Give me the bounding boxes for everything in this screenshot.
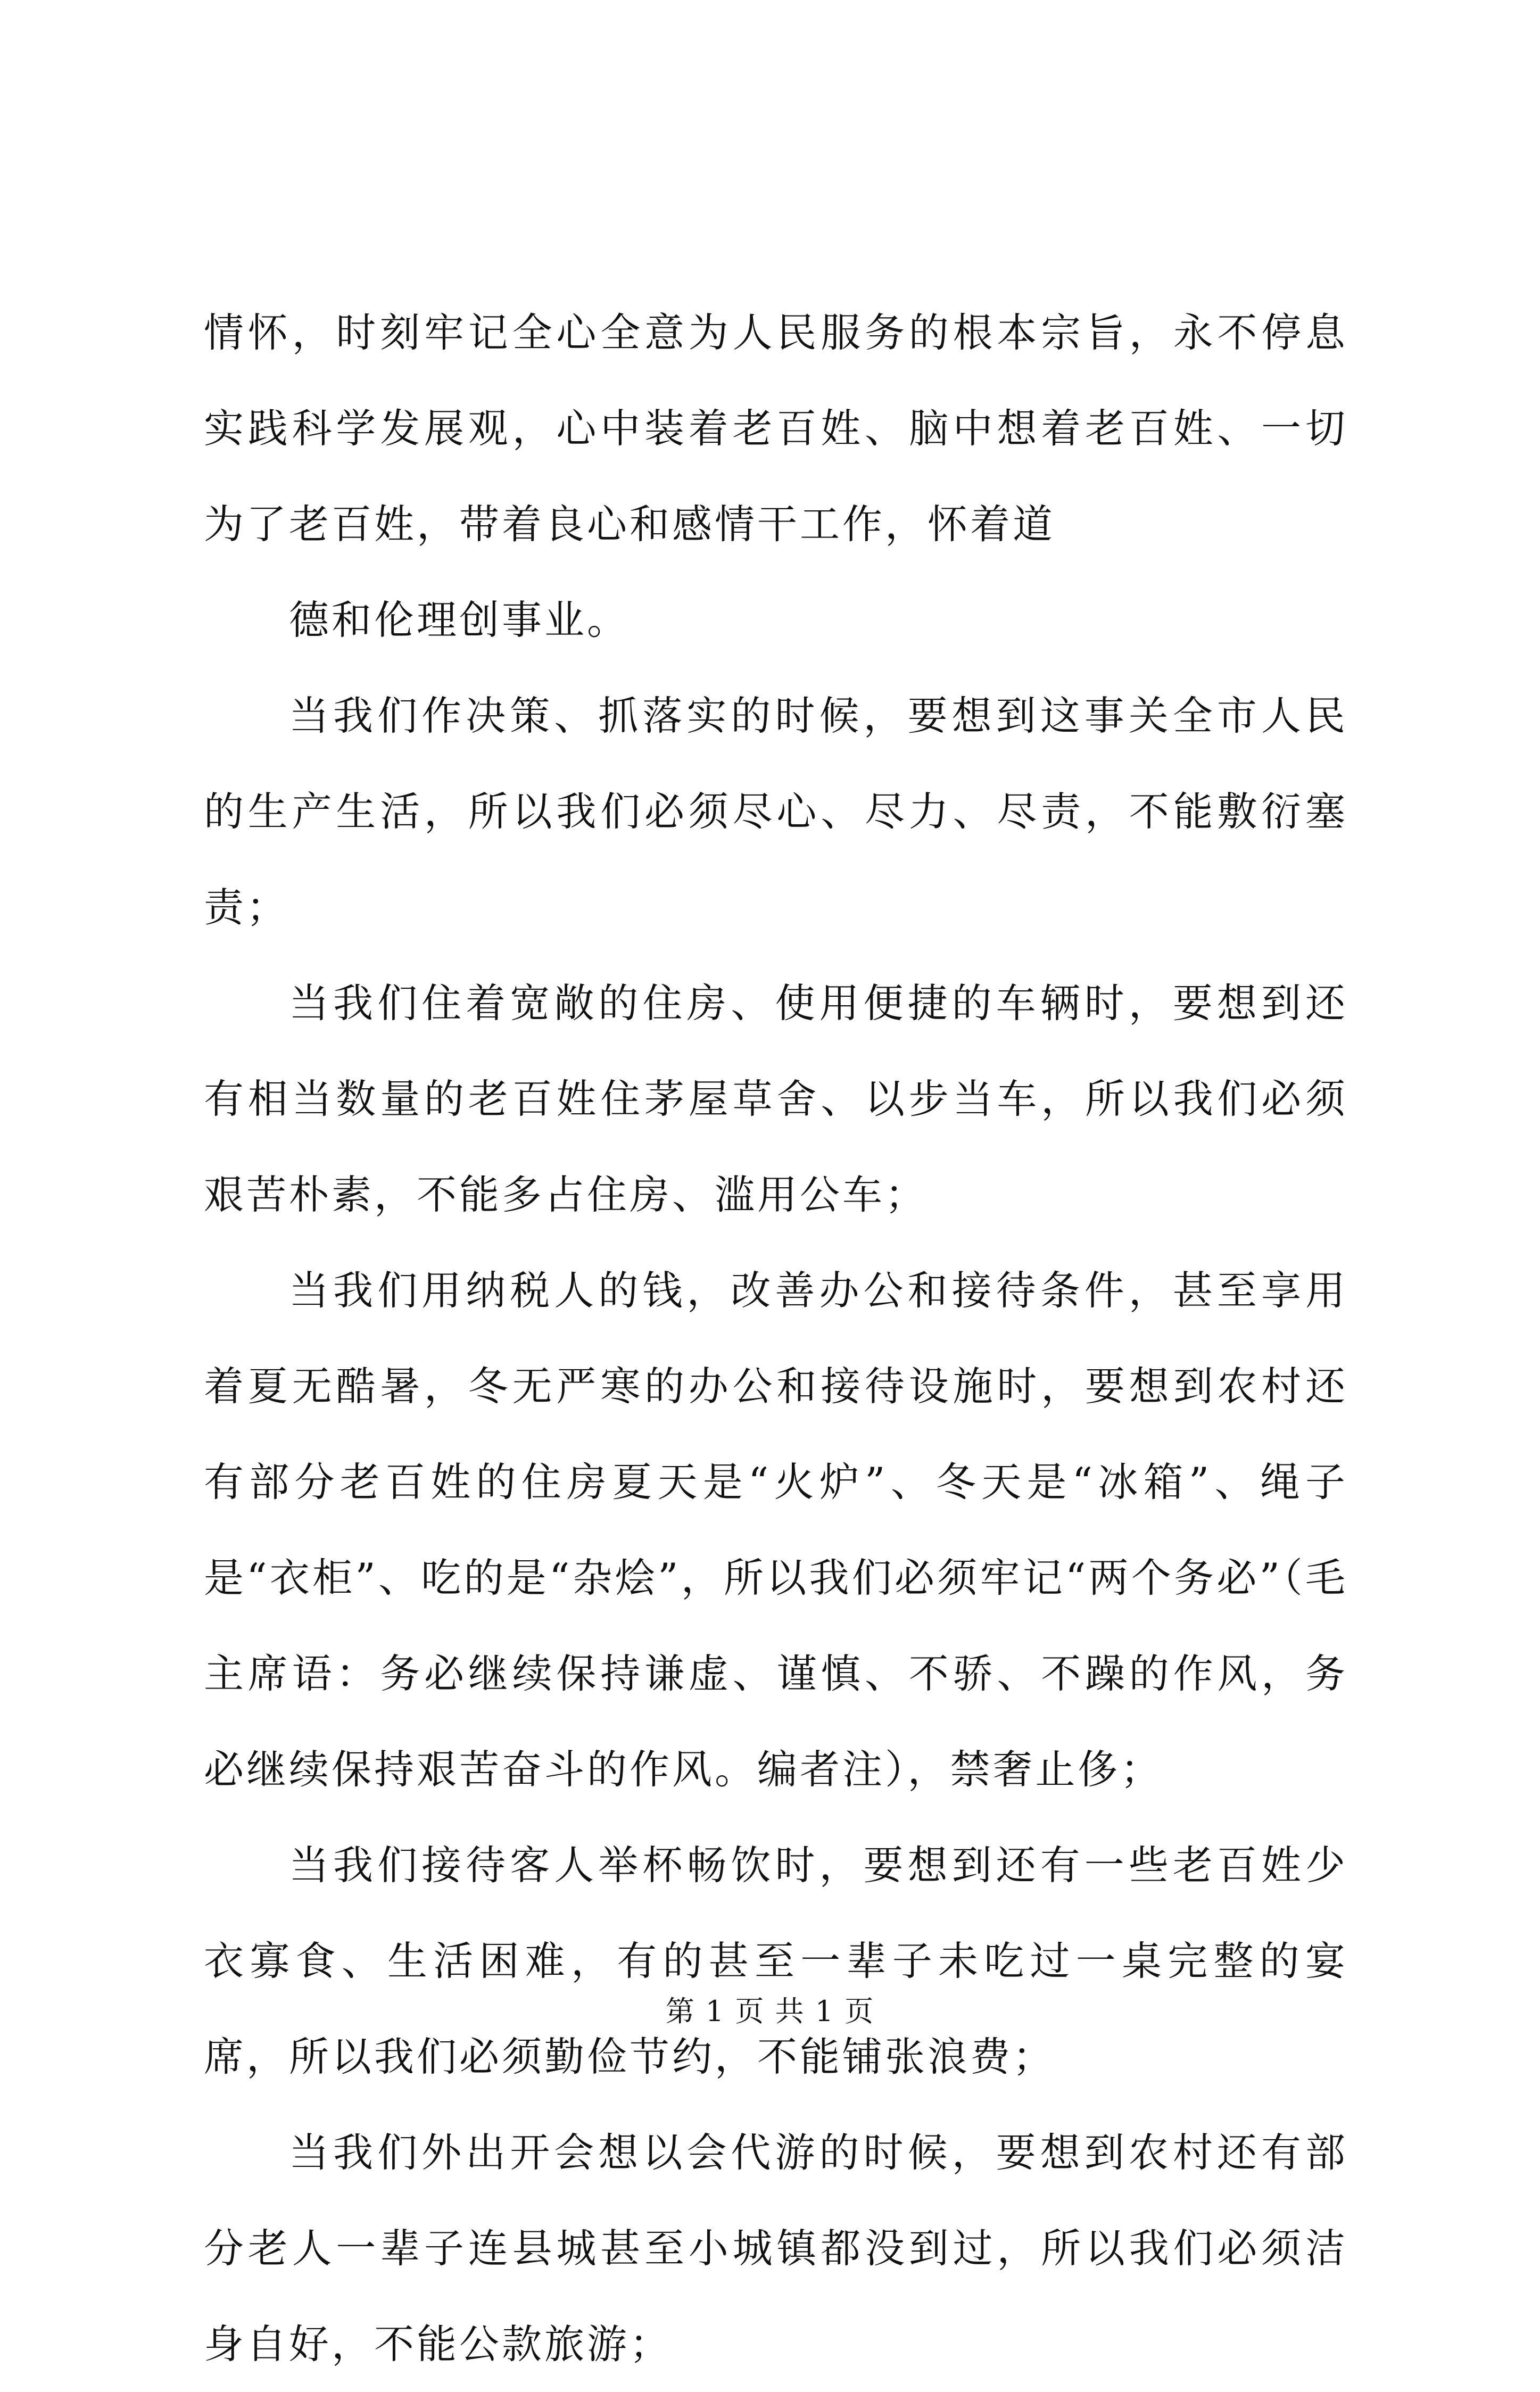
paragraph-3: 当我们作决策、抓落实的时候，要想到这事关全市人民的生产生活，所以我们必须尽心、尽力、尽责，不能敷衍塞责；: [204, 692, 1348, 931]
paragraph-7: 当我们外出开会想以会代游的时候，要想到农村还有部分老人一辈子连县城甚至小城镇都没到过，所以我们必须洁身自好，不能公款旅游；: [204, 2129, 1348, 2368]
paragraph-5: 当我们用纳税人的钱，改善办公和接待条件，甚至享用着夏无酷暑，冬无严寒的办公和接待设施时，要想到农村还有部分老百姓的住房夏天是“火炉”、冬天是“冰箱”、绳子是“衣柜”、吃的是“杂烩”，所以我们必须牢记“两个务必”（毛主席语：务必继续保持谦虚、谨慎、不骄、不躁的作风，务必继续保持艰苦奋斗的作风。编者注），禁奢止侈；: [204, 1267, 1348, 1793]
document-body: [204, 285, 1348, 2392]
paragraph-4: 当我们住着宽敞的住房、使用便捷的车辆时，要想到还有相当数量的老百姓住茅屋草舍、以步当车，所以我们必须艰苦朴素，不能多占住房、滥用公车；: [204, 980, 1348, 1218]
page-number-label: 第 1 页 共 1 页: [665, 1994, 875, 2028]
paragraph-1: 情怀，时刻牢记全心全意为人民服务的根本宗旨，永不停息实践科学发展观，心中装着老百姓、脑中想着老百姓、一切为了老百姓，带着良心和感情干工作，怀着道: [204, 309, 1348, 548]
paragraph-6: 当我们接待客人举杯畅饮时，要想到还有一些老百姓少衣寡食、生活困难，有的甚至一辈子未吃过一桌完整的宴席，所以我们必须勤俭节约，不能铺张浪费；: [204, 1842, 1348, 2080]
paragraph-2: 德和伦理创事业。: [289, 597, 630, 643]
page-footer: [0, 1993, 1540, 2030]
